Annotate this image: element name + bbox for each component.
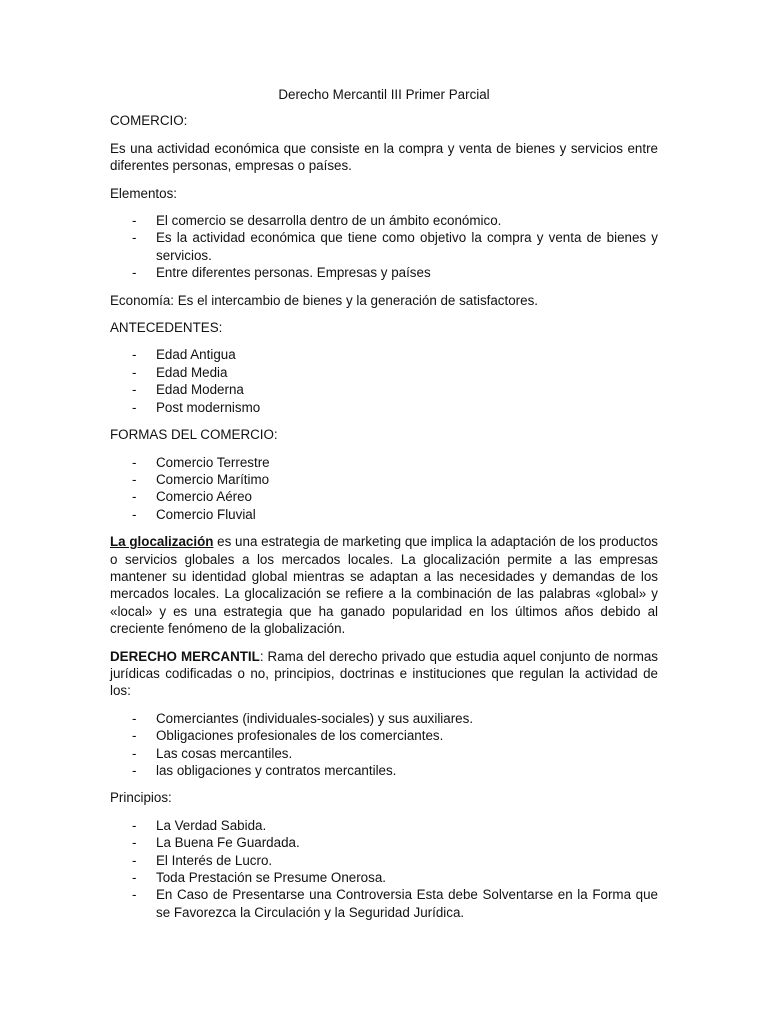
list-item: - La Verdad Sabida. (132, 817, 267, 833)
list-item: - En Caso de Presentarse una Controversia Esta debe Solventarse en la Forma que se Favorezca la Circulación y la Seguridad Jurídica. (132, 887, 658, 920)
list-item: - Es la actividad económica que tiene como objetivo la compra y venta de bienes y servicios. (132, 230, 658, 263)
comercio-heading: COMERCIO: (110, 113, 188, 129)
list-item: - Edad Moderna (132, 382, 244, 398)
glocalizacion-term: La glocalización (110, 534, 214, 550)
list-item: - Comerciantes (individuales-sociales) y sus auxiliares. (132, 710, 474, 726)
list-item: - Entre diferentes personas. Empresas y países (132, 265, 431, 281)
formas-heading: FORMAS DEL COMERCIO: (110, 427, 278, 443)
list-item: - Edad Antigua (132, 347, 236, 363)
list-item: - Post modernismo (132, 399, 261, 415)
antecedentes-list (110, 346, 658, 416)
formas-list (110, 454, 658, 524)
document-body (110, 86, 658, 931)
derecho-mercantil-list (110, 710, 658, 780)
document-title: Derecho Mercantil III Primer Parcial (278, 87, 490, 102)
principios-list (110, 817, 658, 921)
list-item: - El comercio se desarrolla dentro de un ámbito económico. (132, 213, 502, 229)
comercio-definition: Es una actividad económica que consiste en la compra y venta de bienes y servicios entre diferentes personas, empresas o países. (110, 140, 658, 174)
list-item: - El Interés de Lucro. (132, 852, 273, 868)
derecho-mercantil-term: DERECHO MERCANTIL (110, 648, 260, 664)
antecedentes-heading: ANTECEDENTES: (110, 320, 223, 336)
derecho-mercantil-paragraph (110, 648, 658, 700)
list-item: - Edad Media (132, 364, 228, 380)
list-item: - Comercio Terrestre (132, 454, 270, 470)
list-item: - Comercio Marítimo (132, 471, 270, 487)
list-item: - Obligaciones profesionales de los comerciantes. (132, 728, 444, 744)
list-item: - Comercio Fluvial (132, 506, 256, 522)
elementos-heading: Elementos: (110, 185, 177, 201)
list-item: - Comercio Aéreo (132, 489, 253, 505)
elementos-list (110, 212, 658, 282)
list-item: - Las cosas mercantiles. (132, 745, 293, 761)
list-item: - Toda Prestación se Presume Onerosa. (132, 870, 386, 886)
list-item: - La Buena Fe Guardada. (132, 835, 300, 851)
list-item: - las obligaciones y contratos mercantiles. (132, 763, 397, 778)
economia-paragraph: Economía: Es el intercambio de bienes y la generación de satisfactores. (110, 292, 538, 308)
glocalizacion-text: es una estrategia de marketing que implica la adaptación de los productos o servicios globales a los mercados locales. La glocalización permite a las empresas mantener su identidad global mientras se adaptan a las necesidades y demandas de los mercados locales. La glocalización se refiere a la combinación de las palabras «global» y «local» y es una estrategia que ha ganado popularidad en los últimos años debido al creciente fenómeno de la globalización. (110, 534, 658, 637)
derecho-mercantil-text: : Rama del derecho privado que estudia aquel conjunto de normas jurídicas codificadas o no, principios, doctrinas e instituciones que regulan la actividad de los: (110, 648, 659, 699)
principios-heading: Principios: (110, 790, 172, 806)
glocalizacion-paragraph (110, 533, 658, 637)
